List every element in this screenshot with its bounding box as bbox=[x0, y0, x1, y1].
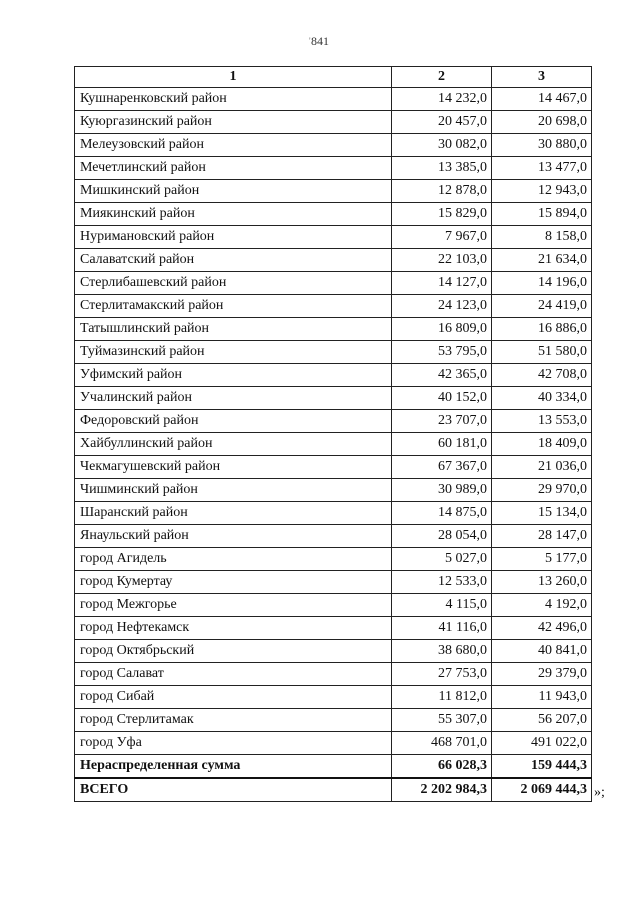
column-3-value-cell: 14 467,0 bbox=[492, 88, 592, 111]
column-2-value-cell: 4 115,0 bbox=[392, 594, 492, 617]
table-row bbox=[75, 226, 592, 249]
column-3-value-cell: 16 886,0 bbox=[492, 318, 592, 341]
column-3-value-cell: 13 553,0 bbox=[492, 410, 592, 433]
column-header-2: 2 bbox=[392, 67, 492, 88]
table-row bbox=[75, 180, 592, 203]
column-3-value-cell: 40 841,0 bbox=[492, 640, 592, 663]
row-label-cell: ВСЕГО bbox=[75, 778, 392, 802]
column-2-value-cell: 468 701,0 bbox=[392, 732, 492, 755]
table-row bbox=[75, 157, 592, 180]
table-row bbox=[75, 134, 592, 157]
column-2-value-cell: 30 082,0 bbox=[392, 134, 492, 157]
column-2-value-cell: 11 812,0 bbox=[392, 686, 492, 709]
table-row bbox=[75, 364, 592, 387]
row-label-cell: Нераспределенная сумма bbox=[75, 755, 392, 779]
table-row bbox=[75, 341, 592, 364]
column-3-value-cell: 42 708,0 bbox=[492, 364, 592, 387]
table-row bbox=[75, 617, 592, 640]
column-3-value-cell: 24 419,0 bbox=[492, 295, 592, 318]
row-label-cell: город Уфа bbox=[75, 732, 392, 755]
row-label-cell: город Межгорье bbox=[75, 594, 392, 617]
column-2-value-cell: 67 367,0 bbox=[392, 456, 492, 479]
column-header-1: 1 bbox=[75, 67, 392, 88]
row-label-cell: Стерлибашевский район bbox=[75, 272, 392, 295]
column-2-value-cell: 12 878,0 bbox=[392, 180, 492, 203]
row-label-cell: Мечетлинский район bbox=[75, 157, 392, 180]
row-label-cell: город Октябрьский bbox=[75, 640, 392, 663]
column-3-value-cell: 13 260,0 bbox=[492, 571, 592, 594]
row-label-cell: город Салават bbox=[75, 663, 392, 686]
row-label-cell: город Нефтекамск bbox=[75, 617, 392, 640]
column-2-value-cell: 28 054,0 bbox=[392, 525, 492, 548]
row-label-cell: Хайбуллинский район bbox=[75, 433, 392, 456]
column-2-value-cell: 14 232,0 bbox=[392, 88, 492, 111]
table-row bbox=[75, 663, 592, 686]
column-2-value-cell: 24 123,0 bbox=[392, 295, 492, 318]
table-row bbox=[75, 640, 592, 663]
column-3-value-cell: 28 147,0 bbox=[492, 525, 592, 548]
column-2-value-cell: 42 365,0 bbox=[392, 364, 492, 387]
table-row bbox=[75, 410, 592, 433]
header-row bbox=[75, 67, 592, 88]
row-label-cell: Федоровский район bbox=[75, 410, 392, 433]
table-row bbox=[75, 249, 592, 272]
column-3-value-cell: 2 069 444,3 bbox=[492, 778, 592, 802]
table-row bbox=[75, 433, 592, 456]
table-row bbox=[75, 111, 592, 134]
column-2-value-cell: 66 028,3 bbox=[392, 755, 492, 779]
budget-table bbox=[74, 66, 592, 802]
column-2-value-cell: 38 680,0 bbox=[392, 640, 492, 663]
column-3-value-cell: 12 943,0 bbox=[492, 180, 592, 203]
table-row bbox=[75, 709, 592, 732]
column-3-value-cell: 159 444,3 bbox=[492, 755, 592, 779]
row-label-cell: Уфимский район bbox=[75, 364, 392, 387]
column-3-value-cell: 40 334,0 bbox=[492, 387, 592, 410]
table-row bbox=[75, 272, 592, 295]
table-row bbox=[75, 732, 592, 755]
column-3-value-cell: 42 496,0 bbox=[492, 617, 592, 640]
column-3-value-cell: 8 158,0 bbox=[492, 226, 592, 249]
column-3-value-cell: 21 634,0 bbox=[492, 249, 592, 272]
column-2-value-cell: 20 457,0 bbox=[392, 111, 492, 134]
row-label-cell: Чекмагушевский район bbox=[75, 456, 392, 479]
row-label-cell: Татышлинский район bbox=[75, 318, 392, 341]
table-row bbox=[75, 318, 592, 341]
column-3-value-cell: 15 134,0 bbox=[492, 502, 592, 525]
column-2-value-cell: 7 967,0 bbox=[392, 226, 492, 249]
table-row bbox=[75, 686, 592, 709]
table-row bbox=[75, 502, 592, 525]
table-row bbox=[75, 755, 592, 779]
table-row bbox=[75, 548, 592, 571]
table-row bbox=[75, 387, 592, 410]
column-2-value-cell: 16 809,0 bbox=[392, 318, 492, 341]
column-3-value-cell: 18 409,0 bbox=[492, 433, 592, 456]
row-label-cell: Мишкинский район bbox=[75, 180, 392, 203]
page-number-text: 841 bbox=[311, 34, 329, 48]
column-2-value-cell: 55 307,0 bbox=[392, 709, 492, 732]
table-row bbox=[75, 456, 592, 479]
page-number bbox=[0, 34, 640, 49]
row-label-cell: Стерлитамакский район bbox=[75, 295, 392, 318]
column-2-value-cell: 60 181,0 bbox=[392, 433, 492, 456]
row-label-cell: Нуримановский район bbox=[75, 226, 392, 249]
closing-quote: »; bbox=[594, 785, 605, 800]
column-2-value-cell: 27 753,0 bbox=[392, 663, 492, 686]
row-label-cell: Миякинский район bbox=[75, 203, 392, 226]
table-row bbox=[75, 88, 592, 111]
column-3-value-cell: 20 698,0 bbox=[492, 111, 592, 134]
column-2-value-cell: 41 116,0 bbox=[392, 617, 492, 640]
column-2-value-cell: 53 795,0 bbox=[392, 341, 492, 364]
table-row bbox=[75, 571, 592, 594]
column-2-value-cell: 14 127,0 bbox=[392, 272, 492, 295]
table-row bbox=[75, 594, 592, 617]
row-label-cell: Салаватский район bbox=[75, 249, 392, 272]
column-header-3: 3 bbox=[492, 67, 592, 88]
row-label-cell: Кушнаренковский район bbox=[75, 88, 392, 111]
row-label-cell: Янаульский район bbox=[75, 525, 392, 548]
row-label-cell: Шаранский район bbox=[75, 502, 392, 525]
column-2-value-cell: 2 202 984,3 bbox=[392, 778, 492, 802]
row-label-cell: город Сибай bbox=[75, 686, 392, 709]
page-mark: ' bbox=[309, 36, 311, 46]
column-3-value-cell: 56 207,0 bbox=[492, 709, 592, 732]
column-3-value-cell: 5 177,0 bbox=[492, 548, 592, 571]
table-header bbox=[75, 67, 592, 88]
column-2-value-cell: 15 829,0 bbox=[392, 203, 492, 226]
row-label-cell: город Кумертау bbox=[75, 571, 392, 594]
column-2-value-cell: 12 533,0 bbox=[392, 571, 492, 594]
column-2-value-cell: 5 027,0 bbox=[392, 548, 492, 571]
table-row bbox=[75, 525, 592, 548]
row-label-cell: город Агидель bbox=[75, 548, 392, 571]
row-label-cell: Туймазинский район bbox=[75, 341, 392, 364]
row-label-cell: Учалинский район bbox=[75, 387, 392, 410]
column-2-value-cell: 23 707,0 bbox=[392, 410, 492, 433]
column-3-value-cell: 491 022,0 bbox=[492, 732, 592, 755]
column-2-value-cell: 22 103,0 bbox=[392, 249, 492, 272]
column-3-value-cell: 11 943,0 bbox=[492, 686, 592, 709]
column-2-value-cell: 30 989,0 bbox=[392, 479, 492, 502]
column-3-value-cell: 51 580,0 bbox=[492, 341, 592, 364]
column-3-value-cell: 15 894,0 bbox=[492, 203, 592, 226]
column-3-value-cell: 21 036,0 bbox=[492, 456, 592, 479]
table-body bbox=[75, 88, 592, 802]
column-2-value-cell: 40 152,0 bbox=[392, 387, 492, 410]
column-2-value-cell: 14 875,0 bbox=[392, 502, 492, 525]
column-3-value-cell: 14 196,0 bbox=[492, 272, 592, 295]
column-3-value-cell: 29 970,0 bbox=[492, 479, 592, 502]
column-3-value-cell: 30 880,0 bbox=[492, 134, 592, 157]
table-row bbox=[75, 295, 592, 318]
row-label-cell: Куюргазинский район bbox=[75, 111, 392, 134]
table-row bbox=[75, 778, 592, 802]
table-row bbox=[75, 479, 592, 502]
row-label-cell: город Стерлитамак bbox=[75, 709, 392, 732]
row-label-cell: Чишминский район bbox=[75, 479, 392, 502]
column-3-value-cell: 29 379,0 bbox=[492, 663, 592, 686]
column-3-value-cell: 4 192,0 bbox=[492, 594, 592, 617]
table-row bbox=[75, 203, 592, 226]
column-2-value-cell: 13 385,0 bbox=[392, 157, 492, 180]
row-label-cell: Мелеузовский район bbox=[75, 134, 392, 157]
column-3-value-cell: 13 477,0 bbox=[492, 157, 592, 180]
